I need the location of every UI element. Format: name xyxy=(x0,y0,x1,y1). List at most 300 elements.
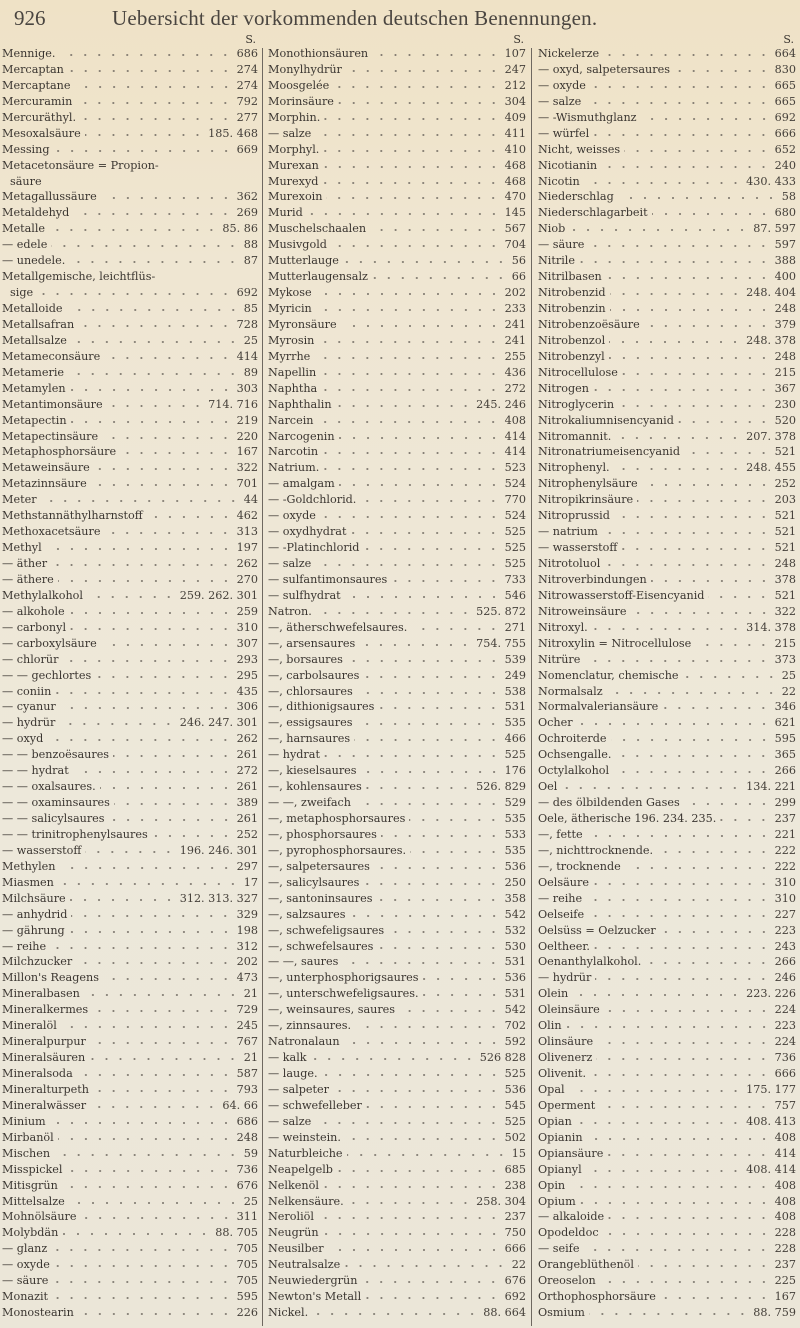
dot-leader xyxy=(645,961,770,965)
entry-term: — des ölbildenden Gases xyxy=(538,796,680,810)
index-entry xyxy=(2,381,258,397)
entry-page-numbers: 538 xyxy=(504,684,526,698)
index-entry xyxy=(268,731,526,747)
index-entry xyxy=(268,110,526,126)
index-entry xyxy=(2,301,258,317)
entry-page-numbers: 389 xyxy=(236,796,258,810)
dot-leader xyxy=(54,149,233,153)
entry-page-numbers: 525 xyxy=(504,1114,526,1128)
entry-term: Monothionsäuren xyxy=(268,47,369,60)
entry-term: Mykose xyxy=(268,286,312,300)
entry-page-numbers: 248 xyxy=(774,349,796,363)
page-header xyxy=(0,6,800,30)
entry-term: Olivenerz xyxy=(538,1051,593,1065)
dot-leader xyxy=(660,930,771,934)
entry-page-numbers: 539 xyxy=(504,652,526,666)
dot-leader xyxy=(363,882,500,886)
entry-term: Nickelerze xyxy=(538,47,600,60)
dot-leader xyxy=(720,818,770,822)
index-entry xyxy=(268,604,526,620)
entry-term: Opin xyxy=(538,1178,566,1192)
entry-page-numbers: 408. 413 xyxy=(746,1114,796,1128)
index-entry xyxy=(2,1289,258,1305)
index-entry xyxy=(268,237,526,253)
entry-page-numbers: 536 xyxy=(504,1082,526,1096)
index-entry xyxy=(538,1130,796,1146)
index-entry xyxy=(538,556,796,572)
entry-term: Nitrobenzol xyxy=(538,333,606,347)
index-entry xyxy=(2,795,258,811)
entry-page-numbers: 87. 597 xyxy=(753,222,796,236)
dot-leader xyxy=(366,786,472,790)
index-entry xyxy=(2,333,258,349)
dot-leader xyxy=(346,69,501,73)
entry-page-numbers: 85. 86 xyxy=(222,222,258,236)
entry-term: Mineralbasen xyxy=(2,987,80,1001)
entry-term: Myricin xyxy=(268,302,312,315)
index-entry xyxy=(268,891,526,907)
dot-leader xyxy=(603,1232,771,1236)
entry-page-numbers: 167 xyxy=(774,1290,796,1304)
entry-term: Murexan xyxy=(268,158,319,172)
entry-page-numbers: 245 xyxy=(236,1019,258,1033)
dot-leader xyxy=(561,786,742,790)
entry-page-numbers: 248 xyxy=(236,1130,258,1144)
dot-leader xyxy=(324,754,501,758)
dot-leader xyxy=(584,181,743,185)
entry-page-numbers: 400 xyxy=(774,270,796,284)
entry-page-numbers: 22 xyxy=(511,1258,526,1272)
entry-page-numbers: 243 xyxy=(774,939,796,953)
entry-page-numbers: 272 xyxy=(236,764,258,778)
entry-term: Nitroprussid xyxy=(538,509,610,523)
entry-term: — kalk xyxy=(268,1051,307,1065)
entry-term: Mineralkermes xyxy=(2,1003,89,1017)
index-entry xyxy=(538,333,796,349)
entry-page-numbers: 521 xyxy=(774,588,796,602)
entry-term: Nitropikrinsäure xyxy=(538,493,634,507)
index-entry xyxy=(2,572,258,588)
dot-leader xyxy=(344,1041,501,1045)
dot-leader xyxy=(323,165,501,169)
dot-leader xyxy=(614,467,743,471)
entry-term: Osmium xyxy=(538,1306,585,1320)
entry-term: Neroliöl xyxy=(268,1210,314,1224)
entry-term: — — hydrat xyxy=(2,764,69,778)
index-entry xyxy=(538,142,796,158)
entry-page-numbers: 531 xyxy=(504,955,526,969)
entry-term: — natrium xyxy=(538,525,598,539)
index-entry xyxy=(268,1289,526,1305)
dot-leader xyxy=(312,1312,479,1316)
index-entry xyxy=(268,1130,526,1146)
index-entry xyxy=(538,795,796,811)
entry-term: — carbonyl xyxy=(2,620,67,634)
index-entry xyxy=(538,891,796,907)
entry-page-numbers: 346 xyxy=(774,700,796,714)
dot-leader xyxy=(80,117,233,121)
dot-leader xyxy=(586,898,771,902)
dot-leader xyxy=(315,563,500,567)
entry-term: — coniin xyxy=(2,684,52,698)
dot-leader xyxy=(355,1025,501,1029)
entry-term: Narcogenin xyxy=(268,429,335,443)
dot-leader xyxy=(68,372,240,376)
index-entry xyxy=(2,46,258,62)
entry-term: sige xyxy=(10,286,34,300)
entry-page-numbers: 15 xyxy=(511,1146,526,1160)
entry-term: Oleinsäure xyxy=(538,1003,600,1017)
index-entry xyxy=(2,843,258,859)
entry-term: Octylalkohol xyxy=(538,764,610,778)
dot-leader xyxy=(50,1121,233,1125)
entry-term: Nitromannit. xyxy=(538,429,612,443)
entry-page-numbers: 246. 247. 301 xyxy=(179,716,258,730)
entry-term: Oelseife xyxy=(538,907,585,921)
index-entry xyxy=(2,94,258,110)
entry-page-numbers: 685 xyxy=(504,1162,526,1176)
entry-term: Metantimonsäure xyxy=(2,397,103,411)
index-entry xyxy=(538,285,796,301)
dot-leader xyxy=(622,372,771,376)
entry-term: — cyanur xyxy=(2,700,56,714)
entry-page-numbers: 473 xyxy=(236,971,258,985)
entry-term: — anhydrid xyxy=(2,907,68,921)
index-entry xyxy=(268,460,526,476)
index-entry xyxy=(2,811,258,827)
index-entry xyxy=(2,397,258,413)
entry-term: — oxyd, salpetersaures xyxy=(538,62,670,76)
dot-leader xyxy=(102,436,232,440)
entry-page-numbers: 367 xyxy=(774,381,796,395)
dot-leader xyxy=(587,1137,771,1141)
entry-term: — seife xyxy=(538,1242,580,1256)
entry-page-numbers: 652 xyxy=(774,142,796,156)
entry-page-numbers: 226 xyxy=(236,1306,258,1320)
entry-term: Olivenit. xyxy=(538,1067,587,1080)
entry-term: — oxydhydrat xyxy=(268,525,347,539)
entry-page-numbers: 248 xyxy=(774,302,796,315)
entry-page-numbers: 245. 246 xyxy=(476,397,526,411)
entry-page-numbers: 299 xyxy=(774,796,796,810)
entry-term: —, unterschwefeligsaures. xyxy=(268,987,419,1001)
index-entry xyxy=(538,126,796,142)
entry-term: Metapectinsäure xyxy=(2,429,99,443)
dot-leader xyxy=(360,499,500,503)
index-entry xyxy=(2,492,258,508)
entry-page-numbers: 212 xyxy=(504,78,526,92)
entry-term: Nitroweinsäure xyxy=(538,604,627,618)
entry-term: — salze xyxy=(538,94,582,108)
index-entry xyxy=(538,62,796,78)
entry-term: Metallgemische, leichtflüs- xyxy=(2,270,156,284)
dot-leader xyxy=(41,499,240,503)
dot-leader xyxy=(93,1089,233,1093)
index-entry xyxy=(268,1194,526,1210)
entry-page-numbers: 502 xyxy=(504,1130,526,1144)
dot-leader xyxy=(594,946,771,950)
entry-page-numbers: 207. 378 xyxy=(746,429,796,443)
entry-term: — —, saures xyxy=(268,955,339,969)
entry-term: Metamerie xyxy=(2,365,65,379)
dot-leader xyxy=(684,802,771,806)
index-entry xyxy=(2,715,258,731)
entry-page-numbers: 266 xyxy=(774,764,796,778)
index-entry xyxy=(538,94,796,110)
entry-page-numbers: 58 xyxy=(781,190,796,204)
entry-page-numbers: 535 xyxy=(504,812,526,825)
index-entry xyxy=(268,811,526,827)
entry-page-numbers: 705 xyxy=(236,1274,258,1288)
index-entry xyxy=(538,540,796,556)
index-entry xyxy=(538,1002,796,1018)
dot-leader xyxy=(355,802,501,806)
entry-term: Niederschlag xyxy=(538,190,614,204)
index-entry xyxy=(268,1002,526,1018)
entry-page-numbers: 531 xyxy=(504,987,526,1001)
dot-leader xyxy=(361,1280,500,1284)
entry-page-numbers: 134. 221 xyxy=(746,780,796,794)
index-entry xyxy=(538,636,796,652)
dot-leader xyxy=(593,133,770,137)
entry-page-numbers: 88. 664 xyxy=(483,1306,526,1320)
index-entry xyxy=(2,476,258,492)
dot-leader xyxy=(333,1089,501,1093)
entry-page-numbers: 222 xyxy=(774,843,796,857)
index-entry xyxy=(268,556,526,572)
entry-term: Metazinnsäure xyxy=(2,477,87,491)
entry-term: — — gechlortes xyxy=(2,668,92,682)
dot-leader xyxy=(341,324,501,328)
entry-term: Monostearin xyxy=(2,1306,74,1320)
dot-leader xyxy=(37,292,233,296)
entry-term: Narcotin xyxy=(268,445,319,459)
index-entry xyxy=(268,349,526,365)
entry-term: Oreoselon xyxy=(538,1274,596,1288)
entry-page-numbers: 198 xyxy=(236,923,258,937)
entry-term: — salze xyxy=(268,126,312,140)
dot-leader xyxy=(50,946,233,950)
index-entry xyxy=(268,46,526,62)
entry-term: —, schwefelsaures xyxy=(268,939,374,953)
entry-term: — — oxaminsaures xyxy=(2,796,110,810)
entry-page-numbers: 728 xyxy=(236,317,258,331)
entry-page-numbers: 462 xyxy=(236,509,258,523)
entry-page-numbers: 532 xyxy=(504,923,526,937)
index-entry xyxy=(538,508,796,524)
index-entry xyxy=(538,731,796,747)
index-entry xyxy=(2,174,258,190)
dot-leader xyxy=(91,483,233,487)
dot-leader xyxy=(683,675,778,679)
dot-leader xyxy=(342,961,500,965)
dot-leader xyxy=(354,738,501,742)
entry-term: Messing xyxy=(2,142,50,156)
index-entry xyxy=(2,126,258,142)
entry-page-numbers: 250 xyxy=(504,875,526,889)
dot-leader xyxy=(588,244,770,248)
index-entry xyxy=(538,827,796,843)
entry-term: —, harnsaures xyxy=(268,732,351,746)
entry-term: — amalgam xyxy=(268,477,335,491)
dot-leader xyxy=(323,149,500,153)
entry-page-numbers: 587 xyxy=(236,1067,258,1080)
index-entry xyxy=(2,1194,258,1210)
dot-leader xyxy=(69,1201,240,1205)
entry-term: Minium xyxy=(2,1114,46,1128)
entry-term: Metamylen xyxy=(2,381,66,395)
entry-term: Ocher xyxy=(538,716,573,730)
entry-page-numbers: 524 xyxy=(504,477,526,491)
entry-term: — würfel xyxy=(538,126,590,140)
index-entry xyxy=(268,1146,526,1162)
index-entry xyxy=(2,317,258,333)
index-column-3 xyxy=(538,34,796,1321)
entry-page-numbers: 435 xyxy=(236,684,258,698)
entry-term: säure xyxy=(10,174,42,188)
entry-term: —, kieselsaures xyxy=(268,764,357,778)
entry-page-numbers: 262 xyxy=(236,732,258,746)
index-entry xyxy=(268,413,526,429)
entry-term: Neusilber xyxy=(268,1242,324,1256)
entry-term: Metapectin xyxy=(2,413,67,427)
index-entry xyxy=(268,620,526,636)
dot-leader xyxy=(409,818,500,822)
dot-leader xyxy=(608,1216,771,1220)
entry-page-numbers: 303 xyxy=(236,381,258,395)
dot-leader xyxy=(343,260,508,264)
entry-term: — äthere xyxy=(2,572,54,586)
entry-page-numbers: 525 xyxy=(504,1067,526,1080)
index-entry xyxy=(538,715,796,731)
entry-page-numbers: 175. 177 xyxy=(746,1082,796,1096)
dot-leader xyxy=(569,1089,743,1093)
dot-leader xyxy=(49,228,218,232)
index-entry xyxy=(2,237,258,253)
dot-leader xyxy=(333,85,500,89)
index-entry xyxy=(538,46,796,62)
entry-term: Ochsengalle. xyxy=(538,748,612,762)
page-column-label: S. xyxy=(245,33,256,46)
index-entry xyxy=(2,699,258,715)
entry-page-numbers: 310 xyxy=(774,891,796,905)
entry-page-numbers: 64. 66 xyxy=(222,1098,258,1112)
dot-leader xyxy=(347,659,501,663)
index-entry xyxy=(538,413,796,429)
index-entry xyxy=(268,652,526,668)
index-entry xyxy=(268,174,526,190)
entry-page-numbers: 259. 262. 301 xyxy=(179,588,258,602)
entry-page-numbers: 261 xyxy=(236,780,258,794)
dot-leader xyxy=(73,770,233,774)
index-entry xyxy=(538,986,796,1002)
entry-page-numbers: 88 xyxy=(243,238,258,252)
dot-leader xyxy=(363,675,500,679)
index-entry xyxy=(2,253,258,269)
entry-term: Musivgold xyxy=(268,238,327,252)
index-entry xyxy=(538,444,796,460)
dot-leader xyxy=(610,308,771,312)
entry-page-numbers: 85 xyxy=(243,302,258,315)
entry-term: Natron. xyxy=(268,604,312,618)
entry-term: Miasmen xyxy=(2,875,54,889)
index-entry xyxy=(2,731,258,747)
entry-page-numbers: 520 xyxy=(774,413,796,427)
entry-page-numbers: 246 xyxy=(774,971,796,985)
entry-page-numbers: 770 xyxy=(504,493,526,507)
entry-page-numbers: 704 xyxy=(504,238,526,252)
entry-page-numbers: 521 xyxy=(774,525,796,539)
dot-leader xyxy=(321,388,500,392)
index-entry xyxy=(2,285,258,301)
index-entry xyxy=(2,221,258,237)
entry-page-numbers: 411 xyxy=(504,126,526,140)
entry-page-numbers: 531 xyxy=(504,700,526,714)
entry-page-numbers: 525 xyxy=(504,748,526,762)
index-entry xyxy=(268,1257,526,1273)
entry-page-numbers: 379 xyxy=(774,317,796,331)
dot-leader xyxy=(103,977,233,981)
entry-term: —, santoninsaures xyxy=(268,891,373,905)
dot-leader xyxy=(71,420,233,424)
index-entry xyxy=(2,1050,258,1066)
dot-leader xyxy=(70,898,176,902)
index-entry xyxy=(538,1146,796,1162)
index-entry xyxy=(268,859,526,875)
dot-leader xyxy=(674,69,771,73)
entry-term: — oxyde xyxy=(2,1258,50,1272)
entry-page-numbers: 307 xyxy=(236,636,258,650)
dot-leader xyxy=(76,961,232,965)
dot-leader xyxy=(361,770,501,774)
dot-leader xyxy=(411,627,500,631)
index-entry xyxy=(268,508,526,524)
entry-page-numbers: 248. 378 xyxy=(746,333,796,347)
entry-term: Nelkenöl xyxy=(268,1178,319,1192)
entry-term: Milchzucker xyxy=(2,955,73,969)
index-entry xyxy=(268,668,526,684)
entry-page-numbers: 521 xyxy=(774,509,796,523)
dot-leader xyxy=(372,276,508,280)
entry-term: Milchsäure xyxy=(2,891,66,905)
dot-leader xyxy=(89,1057,240,1061)
dot-leader xyxy=(47,738,232,742)
dot-leader xyxy=(637,499,770,503)
entry-page-numbers: 22 xyxy=(781,684,796,698)
index-entry xyxy=(538,843,796,859)
entry-page-numbers: 247 xyxy=(504,62,526,76)
index-entry xyxy=(538,1098,796,1114)
index-entry xyxy=(2,460,258,476)
entry-page-numbers: 241 xyxy=(504,317,526,331)
index-entry xyxy=(268,684,526,700)
entry-term: Narcein xyxy=(268,413,314,427)
entry-term: Nitroxylin = Nitrocellulose xyxy=(538,636,692,650)
entry-page-numbers: 665 xyxy=(774,78,796,92)
entry-page-numbers: 274 xyxy=(236,62,258,76)
dot-leader xyxy=(601,165,771,169)
index-entry xyxy=(268,189,526,205)
dot-leader xyxy=(347,1153,508,1157)
entry-term: Natrium. xyxy=(268,461,320,475)
entry-term: —, zinnsaures. xyxy=(268,1019,352,1033)
dot-leader xyxy=(618,196,778,200)
entry-page-numbers: 680 xyxy=(774,206,796,220)
entry-term: — salpeter xyxy=(268,1082,329,1096)
entry-page-numbers: 88. 759 xyxy=(753,1306,796,1320)
entry-page-numbers: 529 xyxy=(504,796,526,810)
index-entry xyxy=(2,429,258,445)
